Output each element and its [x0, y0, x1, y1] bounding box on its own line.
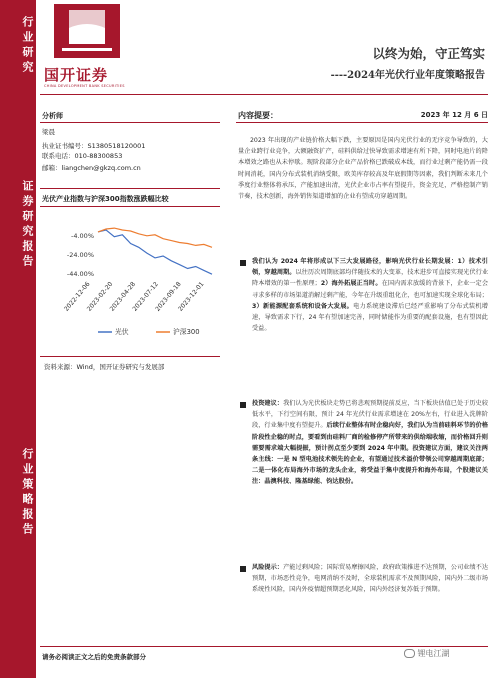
analyst-name: 梁晨	[42, 128, 55, 136]
advice-stocks: 晶澳科技、隆基绿能、钧达股份。	[264, 478, 358, 486]
performance-chart	[40, 210, 220, 340]
x-tick-label: 2023-02-20	[85, 280, 115, 313]
risk-text: 产能过剩风险；国际贸易摩擦风险，政府政策推进不达预期，公司业绩不达预期，市场恶性竞争，电网消纳不及时，全球装机需求不及预期风险，国内外二级市场系统性风险，国内外疫情超预期恶化风险，国内外经济复苏低于预期。	[252, 564, 489, 594]
chart-source: 资料来源：Wind，国开证券研究与发展部	[44, 363, 165, 371]
logo-name-en: CHINA DEVELOPMENT BANK SECURITIES	[44, 84, 125, 88]
chart-section-label: 光伏产业指数与沪深300指数涨跌幅比较	[42, 195, 169, 203]
side-label-bottom: 行业策略报告	[21, 448, 34, 538]
x-tick-label: 2023-09-18	[154, 280, 183, 313]
path-lead: 我们认为 2024 年将形成以下三大发展路径，影响光伏行业长期发展：1）技术引领，穿越周期。	[252, 258, 488, 277]
report-date: 2023 年 12 月 6 日	[420, 111, 488, 119]
advice-text: 我们认为光伏板块走势已将悲观预期提前反应，当下板块估值已处于历史较低水平，下行空间有限，预计 24 年光伏行业需求增速在 20%左右，行业进入洗牌阶段，行业集中度有望提升。	[252, 400, 489, 430]
company-logo-icon	[54, 4, 120, 58]
disclaimer-note: 请务必阅读正文之后的免责条款部分	[42, 653, 146, 661]
path-tech: 以往历次周期底部均伴随技术的大变革，技术进步可直接实现光伏行业降本增效的第一性原理；	[252, 269, 489, 288]
risk-warning	[252, 562, 488, 596]
report-title: 以终为始，守正笃实	[372, 46, 485, 61]
bullet-icon	[240, 566, 246, 572]
x-tick-label: 2023-04-28	[108, 280, 138, 313]
summary-heading: 内容提要：	[238, 111, 278, 120]
header-divider	[40, 94, 488, 95]
analyst-section-label: 分析师	[42, 112, 63, 120]
risk-label: 风险提示：	[252, 564, 284, 571]
summary-divider	[236, 122, 488, 123]
advice-label: 投资建议：	[252, 400, 284, 407]
bullet-icon	[240, 402, 246, 408]
analyst-divider	[40, 122, 220, 123]
bullet-icon	[240, 260, 246, 266]
analyst-email: 邮箱：liangchen@gkzq.com.cn	[42, 164, 141, 172]
report-subtitle: ----2024年光伏行业年度策略报告	[330, 70, 485, 81]
watermark-text: 锂电江湖	[417, 649, 450, 658]
wechat-icon	[404, 649, 415, 658]
legend-label: 光伏	[115, 328, 129, 336]
summary-paragraph-1: 2023 年出现的产业链价格大幅下跌，主要原因是国内光伏行业的无序竞争导致的，大量企业跨行业竞争，大额融资扩产，硅料供给过快导致需求增速有所下降，同时电池片的降本增效之路也从未停歇。现阶段部分企业产品价格已跌破成本线，而行业过剩产能仍需一段时间消耗，国内分布式装机消纳受限，欧美库存较高及年底假期等因素，我们判断未来几个季度行业整体将承压，产能加速出清，光伏企业市占率有望提升，资金充足，严格控制产销节奏，技术创新，海外销售渠道增加的企业有望成功穿越周期。	[238, 137, 488, 201]
x-tick-label: 2023-12-01	[177, 280, 206, 313]
path-overseas-label: 2）海外拓展正当时。	[320, 280, 382, 288]
series-line	[98, 230, 212, 274]
summary-paragraph-2	[252, 256, 488, 334]
side-bar	[0, 0, 36, 678]
legend-label: 沪深300	[173, 328, 200, 336]
path-overseas: 在国内需求放缓的背景下，企业一定会寻求多样的市场渠道消解过剩产能，今年在升级重组化企，也可加速实现全球化布局；	[252, 280, 489, 299]
x-tick-label: 2023-07-12	[131, 280, 160, 313]
chart-top-divider	[40, 188, 220, 189]
footer-divider	[40, 646, 488, 647]
path-grid: 电力系统建设滞后已经严重影响了分布式装机增速，导致需求下行，24 年有望加速完善，同时储能作为重要的配套设施，也有望因此受益。	[252, 302, 488, 333]
y-tick-label: -4.00%	[71, 231, 94, 240]
side-label-middle: 证券研究报告	[21, 180, 34, 270]
path-grid-label: 3）新能源配套系统和设备大发展。	[252, 302, 354, 310]
y-tick-label: -44.00%	[66, 270, 94, 279]
chart-label-divider	[40, 206, 220, 207]
investment-advice	[252, 398, 488, 488]
series-line	[98, 228, 212, 247]
side-label-top: 行业研究	[21, 16, 34, 76]
source-divider	[40, 356, 220, 357]
logo-name-cn: 国开证券	[44, 66, 109, 84]
analyst-license: 执业证书编号：S1380518120001	[42, 142, 146, 150]
y-tick-label: -24.00%	[66, 251, 94, 259]
watermark	[404, 648, 450, 659]
advice-emphasis: 后续行业整体有时企稳向好，我们认为当前硅料环节的价格阶段性企稳的时点，要看到由硅料厂商的检修停产所带来的供给端收缩，而价格回升则需要需求端大幅提振，预计拐点至少要到 2024 年中期。投资建议方面，建议关注两条主线：一是 N 型电池技术领先的企业，有望通过技术溢价带领公司穿越周期底部；二是一体化布局海外市场的龙头企业，将受益于集中度提升和海外布局，个股建议关注：	[252, 422, 489, 486]
x-tick-label: 2022-12-06	[63, 280, 92, 313]
analyst-phone: 联系电话：010-88300853	[42, 152, 123, 160]
